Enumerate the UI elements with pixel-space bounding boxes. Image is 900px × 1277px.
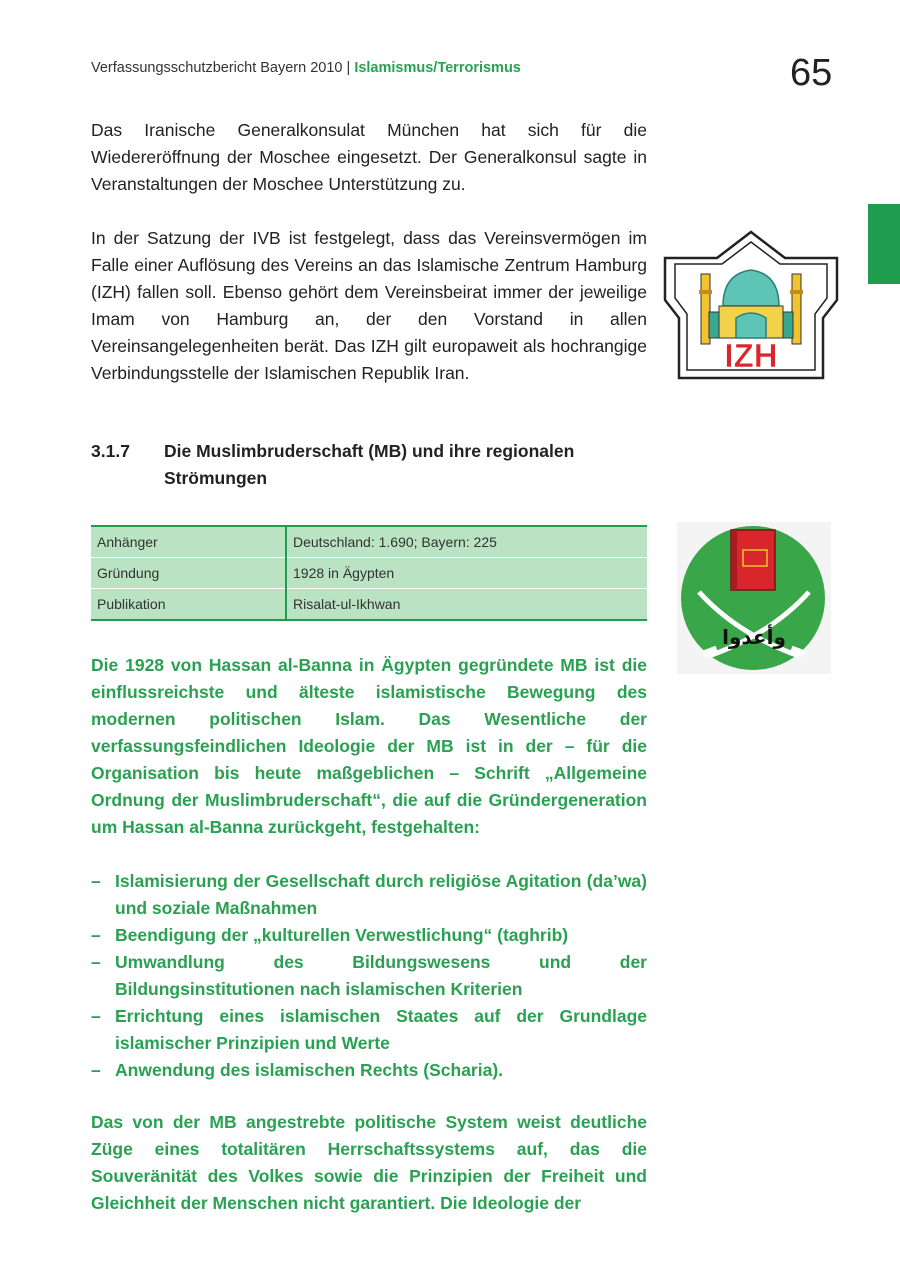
dash-marker: – [91,871,101,891]
dash-marker: – [91,925,101,945]
list-item-text: Anwendung des islamischen Rechts (Scharia). [115,1060,504,1080]
running-header [91,60,521,76]
page-number: 65 [790,52,833,94]
running-title: Verfassungsschutzbericht Bayern 2010 | [91,60,351,76]
mb-logo [677,522,831,674]
green-intro-paragraph: Die 1928 von Hassan al-Banna in Ägypten gegründete MB ist die einflussreichste und älteste islamistische Bewegung des modernen politischen Islam. Das Wesentliche der verfassungsfeindlichen Ideologie der MB ist in der – für die Organisation bis heute maßgeblichen – Schrift „Allgemeine Ordnung der Muslimbruderschaft“, die auf die Gründergeneration um Hassan al-Banna zurückgeht, festgehalten: [91,655,647,837]
green-outro-paragraph: Das von der MB angestrebte politische System weist deutliche Züge eines totalitären Herrschaftssystems auf, das die Souveränität des Volkes sowie die Prinzipien der Freiheit und Gleichheit der Menschen nicht garantiert. Die Ideologie der [91,1112,647,1213]
section-number: 3.1.7 [91,441,130,461]
izh-logo [663,230,839,380]
fact-table [91,525,647,621]
section-heading-title: Die Muslimbruderschaft (MB) und ihre regionalen Strömungen [164,441,575,488]
list-item-text: Umwandlung des Bildungswesens und der Bildungsinstitutionen nach islamischen Kriterien [115,952,647,999]
fact-value: Deutschland: 1.690; Bayern: 225 [286,526,647,558]
list-item-text: Islamisierung der Gesellschaft durch religiöse Agitation (da’wa) und soziale Maßnahmen [115,871,647,918]
section-title: Islamismus/Terrorismus [354,60,521,76]
fact-value: Risalat-ul-Ikhwan [286,589,647,621]
list-item-text: Errichtung eines islamischen Staates auf der Grundlage islamischer Prinzipien und Werte [115,1006,647,1053]
list-item [91,922,647,949]
table-row [91,526,647,558]
table-row [91,589,647,621]
list-item [91,868,647,922]
table-row [91,558,647,589]
list-item-text: Beendigung der „kulturellen Verwestlichung“ (taghrib) [115,925,569,945]
fact-key: Anhänger [91,526,286,558]
list-item [91,1003,647,1057]
paragraph-2: In der Satzung der IVB ist festgelegt, dass das Vereinsvermögen im Falle einer Auflösung des Vereins an das Islamische Zentrum Hamburg (IZH) fallen soll. Ebenso gehört dem Vereinsbeirat immer der jeweilige Imam von Hamburg an, der den Vorstand in allen Vereinsangelegenheiten berät. Das IZH gilt europaweit als hochrangige Verbindungsstelle der Islamischen Republik Iran. [91,228,647,383]
list-item [91,949,647,1003]
goals-list [91,868,647,1084]
fact-key: Publikation [91,589,286,621]
izh-logo-text: IZH [724,337,778,374]
paragraph-1: Das Iranische Generalkonsulat München hat sich für die Wiedereröffnung der Moschee eingesetzt. Der Generalkonsul sagte in Veranstaltungen der Moschee Unterstützung zu. [91,120,647,194]
list-item [91,1057,647,1084]
dash-marker: – [91,952,101,972]
fact-key: Gründung [91,558,286,589]
fact-value: 1928 in Ägypten [286,558,647,589]
mb-logo-text: وأعدوا [722,625,786,649]
chapter-tab [868,204,900,284]
dash-marker: – [91,1060,101,1080]
dash-marker: – [91,1006,101,1026]
